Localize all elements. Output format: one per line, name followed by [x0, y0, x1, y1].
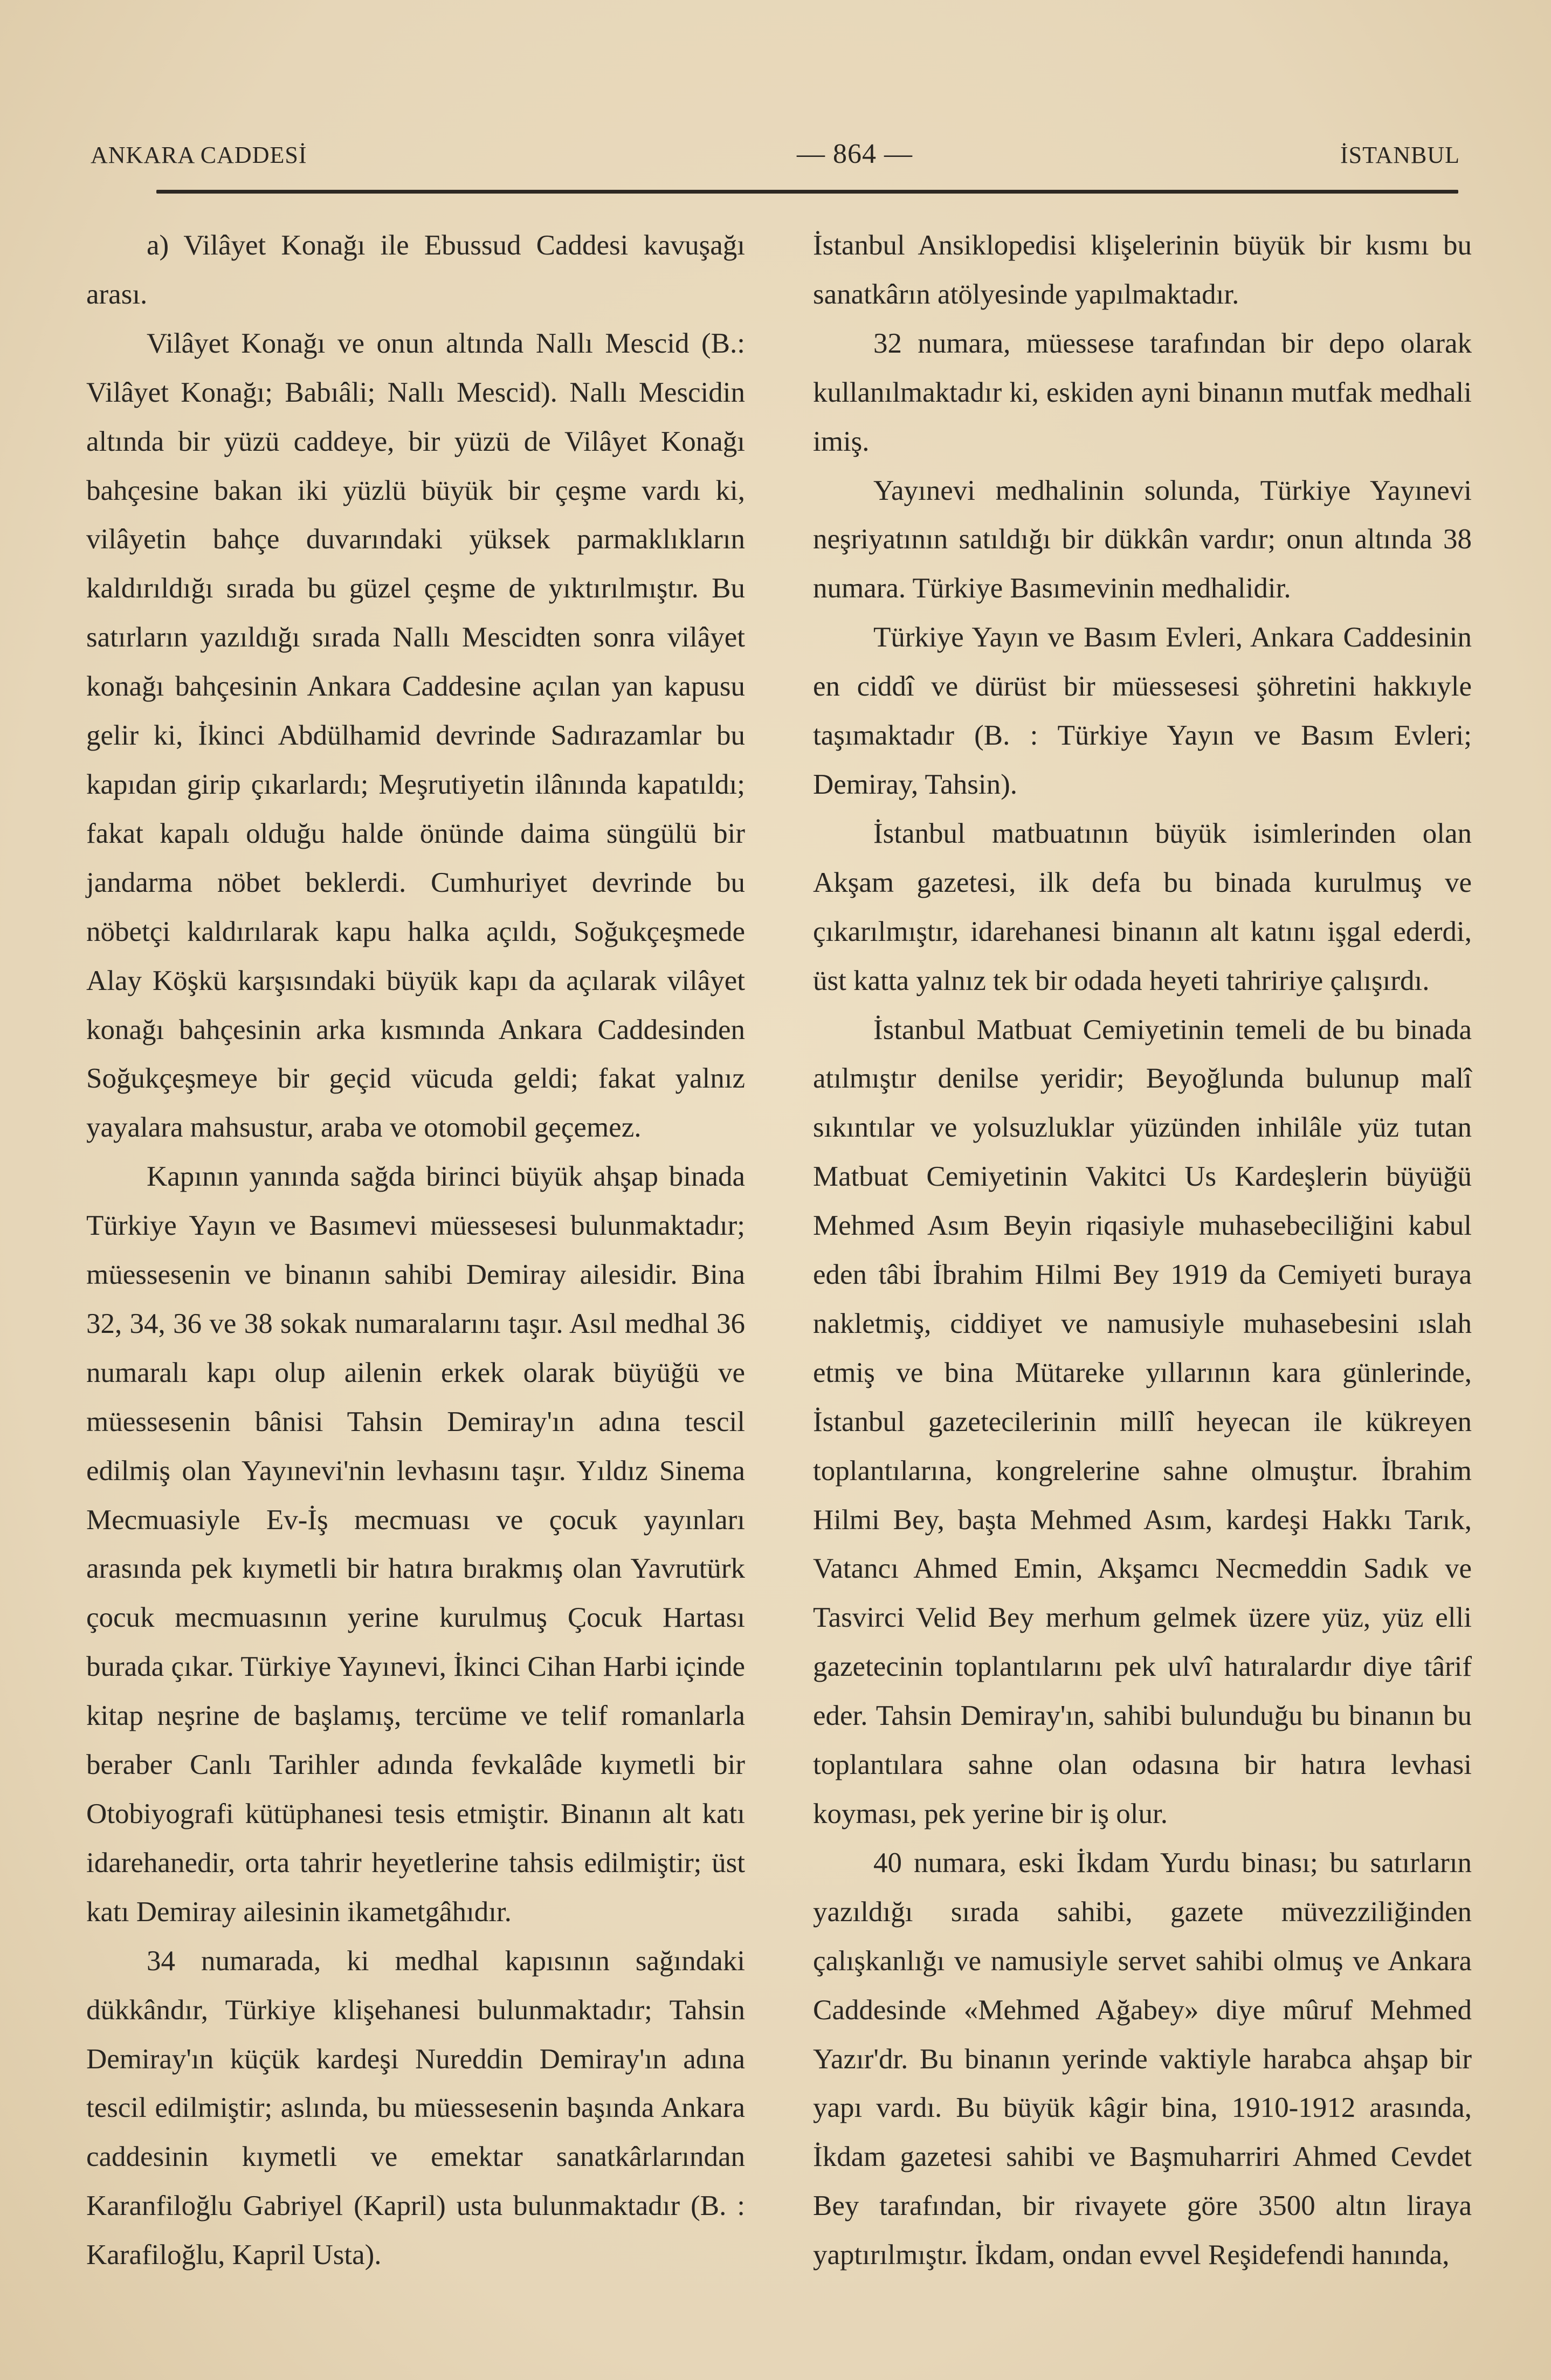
page-number: — 864 —: [797, 139, 913, 169]
paragraph: İstanbul matbuatının büyük isimlerinden olan Akşam gazetesi, ilk defa bu binada kurulmuş ve çıkarılmıştır, idarehanesi binanın alt katını işgal ederdi, üst katta yalnız tek bir odada heyeti tahririye çalışırdı.: [813, 817, 1472, 996]
header-rule: [156, 190, 1458, 194]
paragraph: İstanbul Matbuat Cemiyetinin temeli de bu binada atılmıştır denilse yeridir; Beyoğlunda bulunup malî sıkıntılar ve yolsuzluklar yüzünden inhilâle yüz tutan Matbuat Cemiyetinin Vakitci Us Kardeşlerin büyüğü Mehmed Asım Beyin riqasiyle muhasebeciliğini kabul eden tâbi İbrahim Hilmi Bey 1919 da Cemiyeti buraya nakletmiş, ciddiyet ve namusiyle muhasebesini ıslah etmiş ve bina Mütareke yıllarının kara günlerinde, İstanbul gazetecilerinin millî heyecan ile kükreyen toplantılarına, kongrelerine sahne olmuştur. İbrahim Hilmi Bey, başta Mehmed Asım, kardeşi Hakkı Tarık, Vatancı Ahmed Emin, Akşamcı Necmeddin Sadık ve Tasvirci Velid Bey merhum gelmek üzere yüz, yüz elli gazetecinin toplantılarını pek ulvî hatıralardır diye târif eder. Tahsin Demiray'ın, sahibi bulunduğu bu binanın bu toplantılara sahne olan odasına bir hatıra levhasi koyması, pek yerine bir iş olur.: [813, 1014, 1472, 1829]
header-section-title: ANKARA CADDESİ: [91, 142, 307, 168]
paragraph: 34 numarada, ki medhal kapısının sağındaki dükkândır, Türkiye klişehanesi bulunmaktadır; Tahsin Demiray'ın küçük kardeşi Nureddin Demiray'ın adına tescil edilmiştir; aslında, bu müessesenin başında Ankara caddesinin kıymetli ve emektar sanatkârlarından Karanfiloğlu Gabriyel (Kapril) usta bulunmaktadır (B. : Karafiloğlu, Kapril Usta).: [86, 1945, 745, 2271]
paragraph: Kapının yanında sağda birinci büyük ahşap binada Türkiye Yayın ve Basımevi müessesesi bulunmaktadır; müessesenin ve binanın sahibi Demiray ailesidir. Bina 32, 34, 36 ve 38 sokak numaralarını taşır. Asıl medhal 36 numaralı kapı olup ailenin erkek olarak büyüğü ve müessesenin bânisi Tahsin Demiray'ın adına tescil edilmiş olan Yayınevi'nin levhasını taşır. Yıldız Sinema Mecmuasiyle Ev-İş mecmuası ve çocuk yayınları arasında pek kıymetli bir hatıra bırakmış olan Yavrutürk çocuk mecmuasının yerine kurulmuş Çocuk Hartası burada çıkar. Türkiye Yayınevi, İkinci Cihan Harbi içinde kitap neşrine de başlamış, tercüme ve telif romanlarla beraber Canlı Tarihler adında fevkalâde kıymetli bir Otobiyografi kütüphanesi tesis etmiştir. Binanın alt katı idarehanedir, orta tahrir heyetlerine tahsis edilmiştir; üst katı Demiray ailesinin ikametgâhıdır.: [86, 1161, 745, 1928]
right-column: [813, 221, 1472, 2280]
paragraph: 40 numara, eski İkdam Yurdu binası; bu satırların yazıldığı sırada sahibi, gazete müvezziliğinden çalışkanlığı ve namusiyle servet sahibi olmuş ve Ankara Caddesinde «Mehmed Ağabey» diye mûruf Mehmed Yazır'dr. Bu binanın yerinde vaktiyle harabca ahşap bir yapı vardı. Bu büyük kâgir bina, 1910-1912 arasında, İkdam gazetesi sahibi ve Başmuharriri Ahmed Cevdet Bey tarafından, bir rivayete göre 3500 altın liraya yaptırılmıştır. İkdam, ondan evvel Reşidefendi hanında,: [813, 1847, 1472, 2271]
paragraph: a) Vilâyet Konağı ile Ebussud Caddesi kavuşağı arası.: [86, 230, 745, 310]
running-header: [91, 141, 1460, 179]
left-column: [86, 221, 745, 2280]
paragraph: Türkiye Yayın ve Basım Evleri, Ankara Caddesinin en ciddî ve dürüst bir müessesesi şöhretini hakkıyle taşımaktadır (B. : Türkiye Yayın ve Basım Evleri; Demiray, Tahsin).: [813, 622, 1472, 800]
paragraph: Yayınevi medhalinin solunda, Türkiye Yayınevi neşriyatının satıldığı bir dükkân vardır; onun altında 38 numara. Türkiye Basımevinin medhalidir.: [813, 474, 1472, 604]
paragraph: 32 numara, müessese tarafından bir depo olarak kullanılmaktadır ki, eskiden ayni binanın mutfak medhali imiş.: [813, 327, 1472, 457]
paragraph: Vilâyet Konağı ve onun altında Nallı Mescid (B.: Vilâyet Konağı; Babıâli; Nallı Mescid). Nallı Mescidin altında bir yüzü caddeye, bir yüzü de Vilâyet Konağı bahçesine bakan iki yüzlü büyük bir çeşme vardı ki, vilâyetin bahçe duvarındaki yüksek parmaklıkların kaldırıldığı sırada bu güzel çeşme de yıktırılmıştır. Bu satırların yazıldığı sırada Nallı Mescidten sonra vilâyet konağı bahçesinin Ankara Caddesine açılan yan kapusu gelir ki, İkinci Abdülhamid devrinde Sadırazamlar bu kapıdan girip çıkarlardı; Meşrutiyetin ilânında kapatıldı; fakat kapalı olduğu halde önünde daima süngülü bir jandarma nöbet beklerdi. Cumhuriyet devrinde bu nöbetçi kaldırılarak kapu halka açıldı, Soğukçeşmede Alay Köşkü karşısındaki büyük kapı da açılarak vilâyet konağı bahçesinin arka kısmında Ankara Caddesinden Soğukçeşmeye bir geçid vücuda geldi; fakat yalnız yayalara mahsustur, araba ve otomobil geçemez.: [86, 327, 745, 1144]
header-city: İSTANBUL: [1340, 142, 1460, 168]
paragraph: İstanbul Ansiklopedisi klişelerinin büyük bir kısmı bu sanatkârın atölyesinde yapılmaktadır.: [813, 230, 1472, 310]
